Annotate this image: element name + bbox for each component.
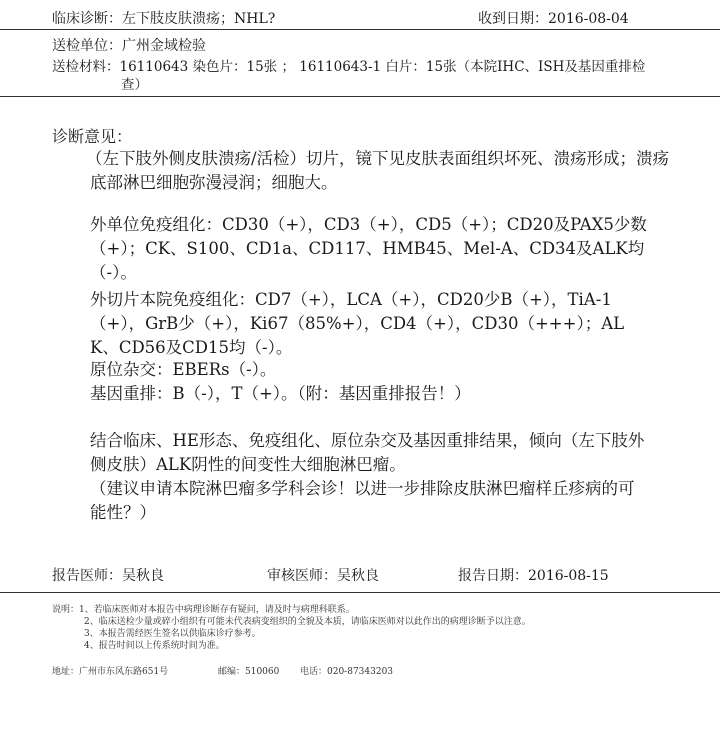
diagnosis-paragraph-5: 基因重排：B（-），T（+）。（附：基因重排报告！） (90, 384, 471, 403)
diagnosis-heading: 诊断意见： (52, 127, 133, 146)
note-3: 3、本报告需经医生签名以供临床诊疗参考。 (84, 629, 261, 639)
footer-phone: 电话：020-87343203 (300, 667, 394, 677)
diagnosis-recommendation: （建议申请本院淋巴瘤多学科会诊！以进一步排除皮肤淋巴瘤样丘疹病的可能性？） (90, 479, 635, 522)
sender-material-line2: 查） (121, 77, 148, 93)
header-divider (0, 29, 720, 30)
diagnosis-paragraph-2: 外单位免疫组化：CD30（+），CD3（+），CD5（+）；CD20及PAX5少数（+）；CK、S100、CD1a、CD117、HMB45、Mel-A、CD34及ALK均（-）。 (90, 215, 647, 282)
note-4: 4、报告时间以上传系统时间为准。 (84, 641, 225, 651)
reporting-doctor: 报告医师：吴秋良 (52, 568, 164, 584)
sender-unit: 送检单位：广州金域检验 (52, 38, 206, 54)
note-2: 2、临床送检少量或碎小组织有可能未代表病变组织的全貌及本质，请临床医师对以此作出的病理诊断予以注意。 (84, 617, 531, 627)
diagnosis-paragraph-1: （左下肢外侧皮肤溃疡/活检）切片，镜下见皮肤表面组织坏死、溃疡形成；溃疡底部淋巴细胞弥漫浸润；细胞大。 (86, 149, 670, 192)
clinical-diagnosis: 临床诊断：左下肢皮肤溃疡；NHL? (52, 11, 276, 27)
signature-divider (0, 592, 720, 593)
sender-material-line1: 送检材料：16110643 染色片：15张 ； 16110643-1 白片：15张（本院IHC、ISH及基因重排检 (52, 59, 646, 75)
sender-divider (0, 96, 720, 97)
footer-address: 地址：广州市东风东路651号 (52, 667, 169, 677)
note-1: 说明：1、若临床医师对本报告中病理诊断存有疑问，请及时与病理科联系。 (52, 605, 355, 615)
diagnosis-paragraph-4: 原位杂交：EBERs（-）。 (90, 360, 277, 379)
diagnosis-conclusion: 结合临床、HE形态、免疫组化、原位杂交及基因重排结果，倾向（左下肢外侧皮肤）ALK阴性的间变性大细胞淋巴瘤。 (90, 431, 645, 474)
diagnosis-paragraph-3: 外切片本院免疫组化：CD7（+），LCA（+），CD20少B（+），TiA-1（+），GrB少（+），Ki67（85%+），CD4（+），CD30（+++）；ALK、CD56及CD15均（-）。 (90, 290, 625, 357)
footer-postcode: 邮编：510060 (218, 667, 280, 677)
reviewing-doctor: 审核医师：吴秋良 (267, 568, 379, 584)
report-notes (52, 604, 531, 652)
received-date: 收到日期：2016-08-04 (478, 11, 629, 27)
report-date: 报告日期：2016-08-15 (458, 568, 609, 584)
